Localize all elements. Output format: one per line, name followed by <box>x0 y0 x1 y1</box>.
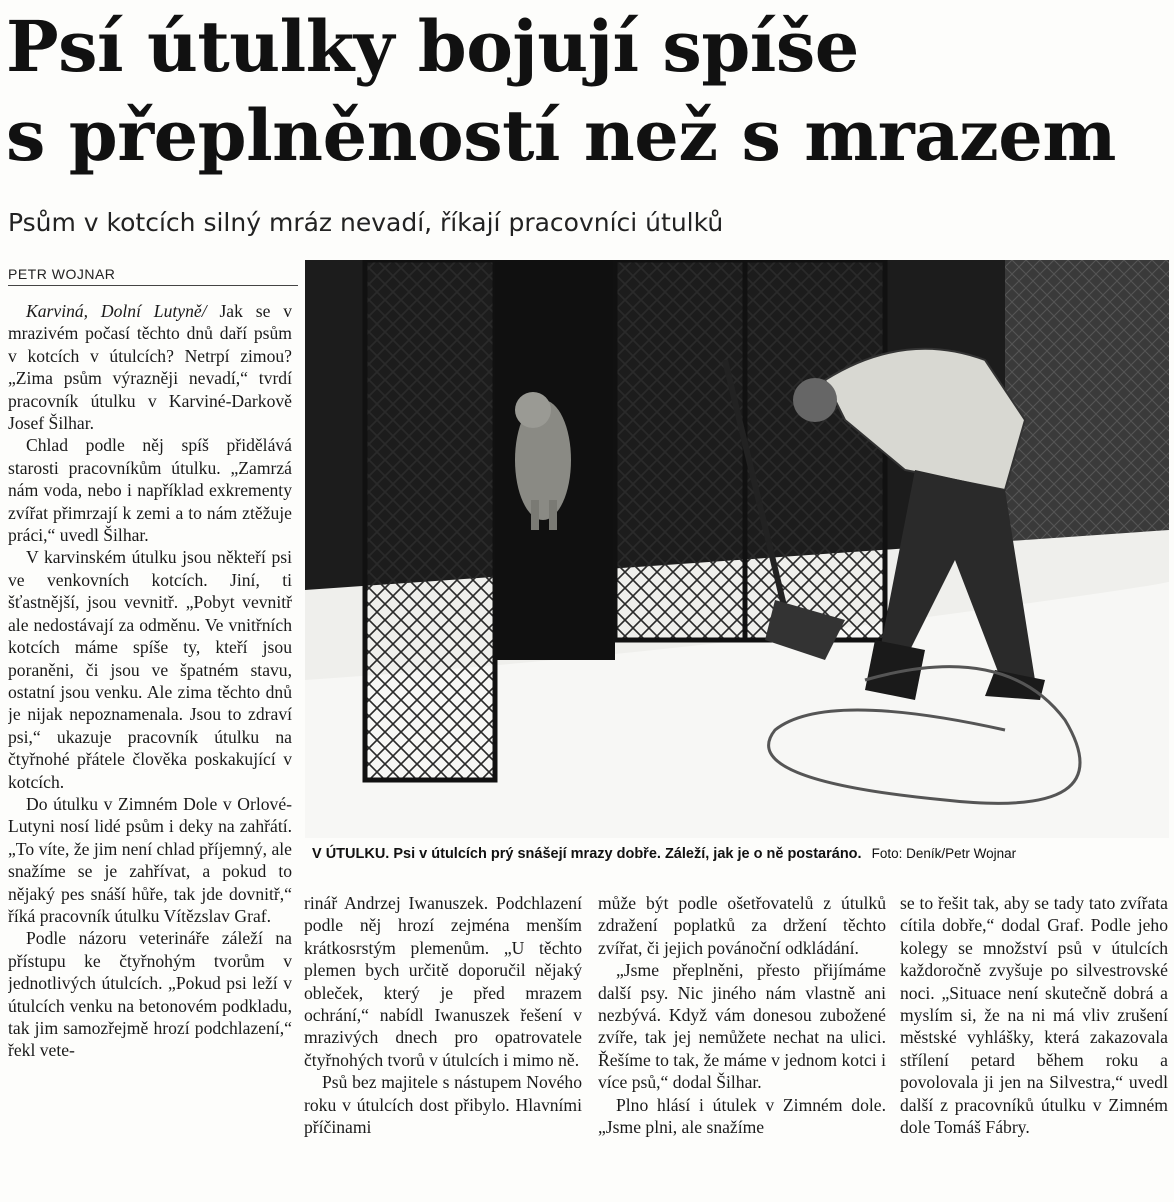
photo-caption <box>312 846 1172 862</box>
paragraph: Plno hlásí i útulek v Zimném dole. „Jsme plni, ale snažíme <box>598 1094 886 1138</box>
text-column-4 <box>900 892 1168 1202</box>
caption-text: Psi v útulcích prý snášejí mrazy dobře. Záleží, jak je o ně postaráno. <box>393 846 862 862</box>
paragraph: Podle názoru veterináře záleží na přístupu ke čtyřnohým tvorům v jednotlivých útulcích. „Pokud psi leží v útulcích venku na betonovém podkladu, tak jim samozřejmě hrozí podchlazení,“ řekl vete- <box>8 928 292 1061</box>
paragraph: se to řešit tak, aby se tady tato zvířata cítila dobře,“ dodal Graf. Podle jeho kolegy se množství psů v útulcích každoročně zvyšuje po silvestrovské noci. „Situace není skutečně dobrá a myslím si, že na ni má vliv zrušení městské vyhlášky, která zakazovala střílení petard během roku a povolovala ji jen na Silvestra,“ uvedl další z pracovníků útulku v Zimném dole Tomáš Fábry. <box>900 893 1168 1138</box>
article-headline <box>6 2 1166 180</box>
text-column-1 <box>8 300 292 1200</box>
paragraph-text: Jak se v mrazivém počasí těchto dnů daří psům v kotcích v útulcích? Netrpí zimou? „Zima psům výrazněji nevadí,“ tvrdí pracovník útulku v Karviné-Darkově Josef Šilhar. <box>8 301 292 434</box>
paragraph: V karvinském útulku jsou někteří psi ve venkovních kotcích. Jiní, ti šťastnější, jsou vevnitř. „Pobyt vevnitř ale nedostávají za odměnu. Ve vnitřních kotcích máme spíše ty, kteří jsou poraněni, či jsou ve špatném stavu, ostatní jsou venku. Ale zima těchto dnů je nijak nepoznamenala. Jsou to zdraví psi,“ ukazuje pracovník útulku na čtyřnohé přátele člověka poskakující v kotcích. <box>8 547 292 792</box>
paragraph <box>8 300 292 434</box>
shelter-photo <box>305 260 1169 838</box>
paragraph: „Jsme přeplněni, přesto přijímáme další psy. Nic jiného nám vlastně ani nezbývá. Když vám donesou zubožené zvíře, tak jej nemůžete nechat na ulici. Řešíme to tak, že máme v jednom kotci i více psů,“ dodal Šilhar. <box>598 960 886 1093</box>
headline-line-1: Psí útulky bojují spíše <box>6 5 859 88</box>
dateline: Karviná, Dolní Lutyně/ <box>26 301 207 321</box>
photo-illustration <box>305 260 1169 838</box>
text-column-2 <box>304 892 582 1202</box>
caption-credit: Foto: Deník/Petr Wojnar <box>871 846 1017 861</box>
paragraph: rinář Andrzej Iwanuszek. Podchlazení podle něj hrozí zejména menším krátkosrstým plemenům. „U těchto plemen bych určitě doporučil nějaký obleček, který je před mrazem ochrání,“ nabídl Iwanuszek řešení v mrazivých dnech pro opatrovatele čtyřnohých tvorů v útulcích i mimo ně. <box>304 893 582 1070</box>
article-byline: PETR WOJNAR <box>8 266 298 286</box>
text-column-3 <box>598 892 886 1202</box>
article-subheadline: Psům v kotcích silný mráz nevadí, říkají pracovníci útulků <box>8 208 724 237</box>
paragraph: může být podle ošetřovatelů z útulků zdražení poplatků za držení těchto zvířat, či jejich povánoční odkládání. <box>598 893 886 958</box>
headline-line-2: s přeplněností než s mrazem <box>6 94 1116 177</box>
paragraph: Do útulku v Zimném Dole v Orlové-Lutyni nosí lidé psům i deky na zahřátí. „To víte, že jim není chlad příjemný, ale snažíme se je zahřívat, a pokud to nějaký pes snáší hůře, tak jde dovnitř,“ říká pracovník útulku Vítězslav Graf. <box>8 793 292 926</box>
paragraph: Psů bez majitele s nástupem Nového roku v útulcích dost přibylo. Hlavními příčinami <box>304 1072 582 1138</box>
paragraph: Chlad podle něj spíš přidělává starosti pracovníkům útulku. „Zamrzá nám voda, nebo i například exkrementy zvířat přimrzají k zemi a to nám ztěžuje práci,“ uvedl Šilhar. <box>8 435 292 546</box>
caption-lead: V ÚTULKU. <box>312 846 390 862</box>
